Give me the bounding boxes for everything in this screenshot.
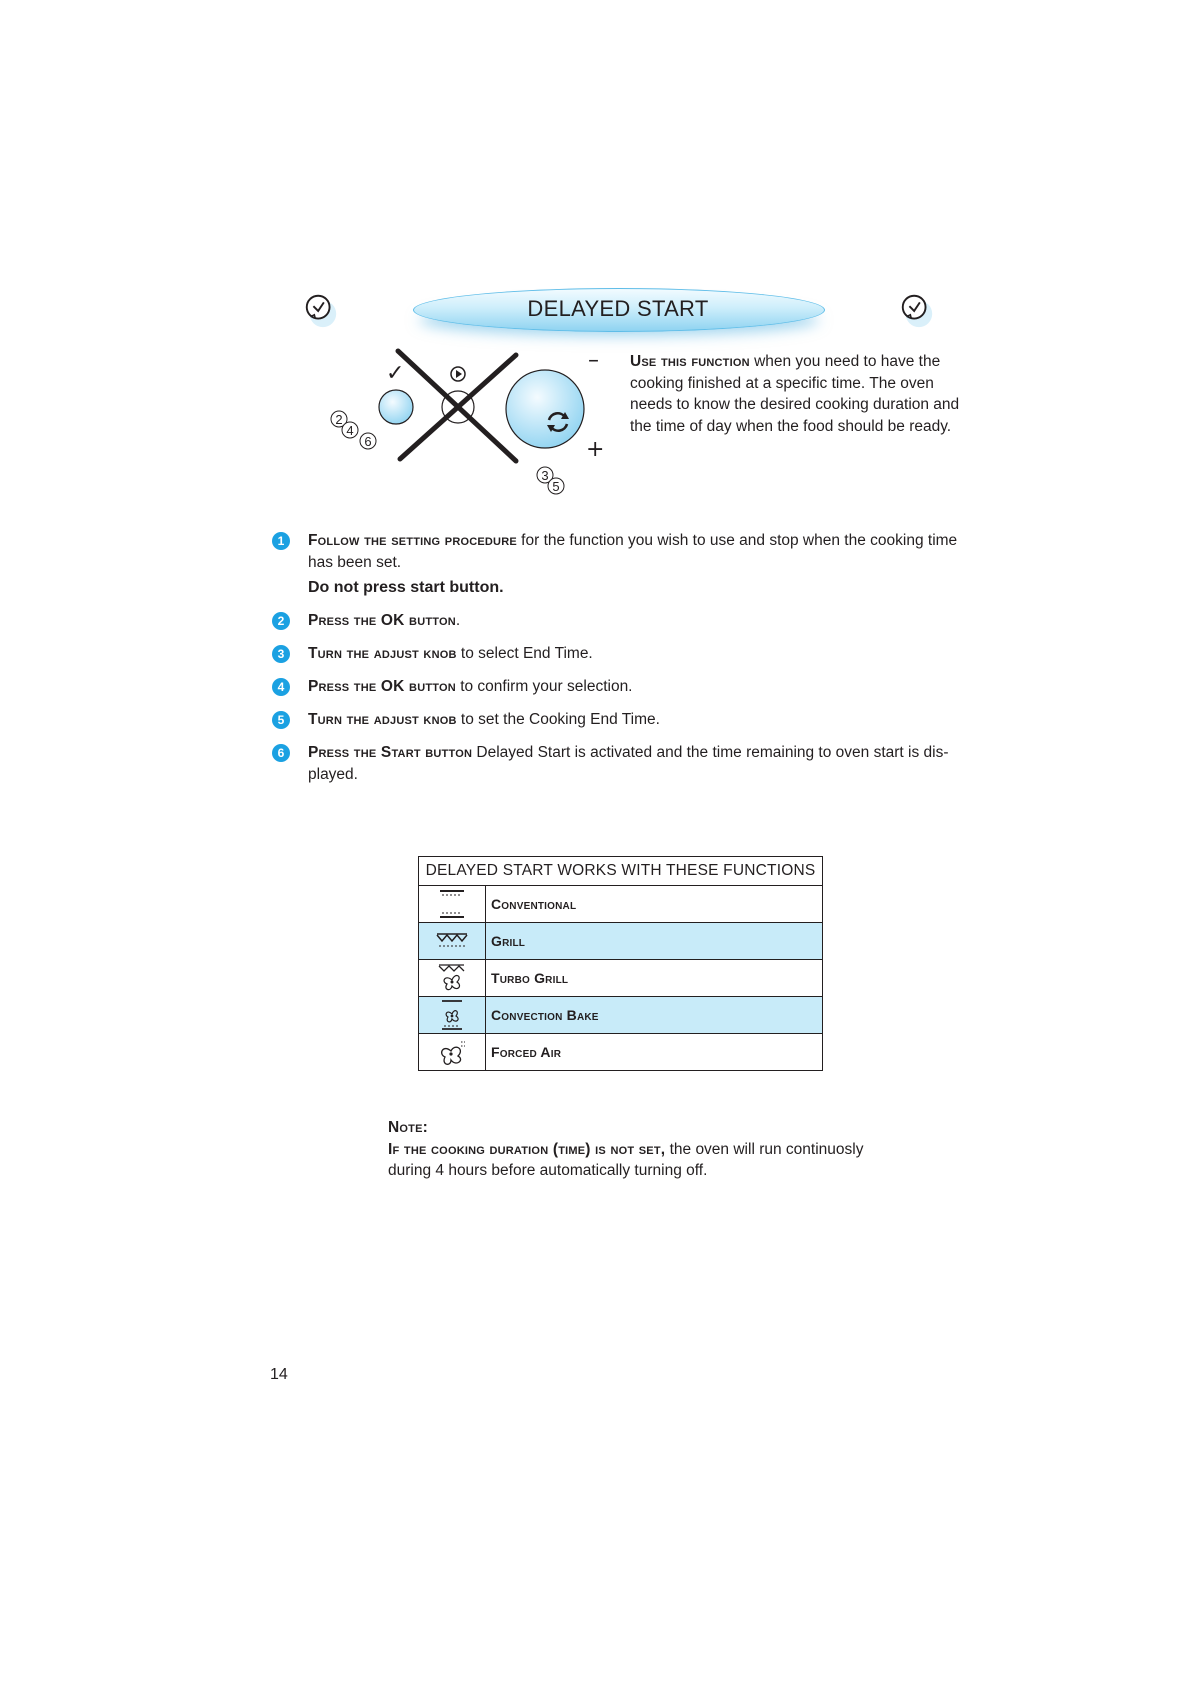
step-item <box>270 530 970 599</box>
conventional-icon <box>435 888 469 920</box>
steps-list <box>270 530 970 797</box>
intro-lead: Use this function <box>630 353 750 370</box>
note-block <box>388 1117 888 1182</box>
step-number-badge: 3 <box>272 645 290 663</box>
step-number-badge: 4 <box>272 678 290 696</box>
step-item <box>270 610 970 632</box>
step-text: to set the Cooking End Time. <box>456 711 660 728</box>
table-row <box>419 886 823 923</box>
function-name: Convection Bake <box>486 997 823 1034</box>
function-name: Grill <box>486 923 823 960</box>
step-lead: Press the Start button <box>308 744 473 761</box>
step-number-badge: 2 <box>272 612 290 630</box>
functions-table <box>418 856 823 1071</box>
clock-icon <box>898 291 936 329</box>
step-lead: Turn the adjust knob <box>308 711 457 728</box>
step-text: to confirm your selection. <box>455 678 633 695</box>
table-row <box>419 1034 823 1071</box>
step-text: for the function you wish to use and stop when the cooking time has been set. <box>308 532 958 571</box>
clock-icon <box>302 291 340 329</box>
step-text: to select End Time. <box>456 645 593 662</box>
note-body <box>388 1139 888 1182</box>
step-number-badge: 1 <box>272 532 290 550</box>
plus-label: + <box>586 437 605 462</box>
step-item <box>270 676 970 698</box>
function-name: Conventional <box>486 886 823 923</box>
step-lead: Turn the adjust knob <box>308 645 457 662</box>
adjust-knob <box>506 370 584 448</box>
step-lead: Press the OK button <box>308 678 456 695</box>
function-name: Turbo Grill <box>486 960 823 997</box>
note-lead: If the cooking duration (time) is not set, <box>388 1140 666 1158</box>
callout-2: 2 <box>335 412 343 427</box>
table-row <box>419 960 823 997</box>
callout-3: 3 <box>541 468 549 483</box>
callout-4: 4 <box>346 423 354 438</box>
note-text: the oven will run continuosly during 4 hours before automatically turning off. <box>388 1140 864 1179</box>
step-lead: Press the OK button <box>308 612 456 629</box>
minus-label: – <box>588 348 599 373</box>
step-item <box>270 709 970 731</box>
step-number-badge: 6 <box>272 744 290 762</box>
turbo-grill-icon <box>435 962 469 994</box>
step-lead: Follow the setting procedure <box>308 532 517 549</box>
step-text: Delayed Start is activated and the time remaining to oven start is dis-played. <box>308 744 949 783</box>
convection-bake-icon <box>435 999 469 1031</box>
step-warning: Do not press start button. <box>308 579 504 596</box>
ok-button <box>379 390 413 424</box>
intro-text: when you need to have the cooking finished at a specific time. The oven needs to know the desired cooking duration and the time of day when the food should be ready. <box>630 353 960 435</box>
step-text: . <box>455 612 461 629</box>
callout-6: 6 <box>364 434 372 449</box>
forced-air-icon <box>435 1036 469 1068</box>
callout-5: 5 <box>552 479 560 494</box>
control-panel-diagram <box>320 345 620 505</box>
step-item <box>270 742 970 785</box>
intro-paragraph <box>630 351 960 437</box>
page-number: 14 <box>270 1366 288 1383</box>
function-name: Forced Air <box>486 1034 823 1071</box>
page-title: DELAYED START <box>527 296 709 321</box>
step-item <box>270 643 970 665</box>
check-mark: ✓ <box>386 361 405 386</box>
table-row <box>419 923 823 960</box>
table-row <box>419 997 823 1034</box>
table-header: DELAYED START WORKS WITH THESE FUNCTIONS <box>419 857 823 886</box>
note-label: Note: <box>388 1119 428 1136</box>
step-number-badge: 5 <box>272 711 290 729</box>
grill-icon <box>435 925 469 957</box>
